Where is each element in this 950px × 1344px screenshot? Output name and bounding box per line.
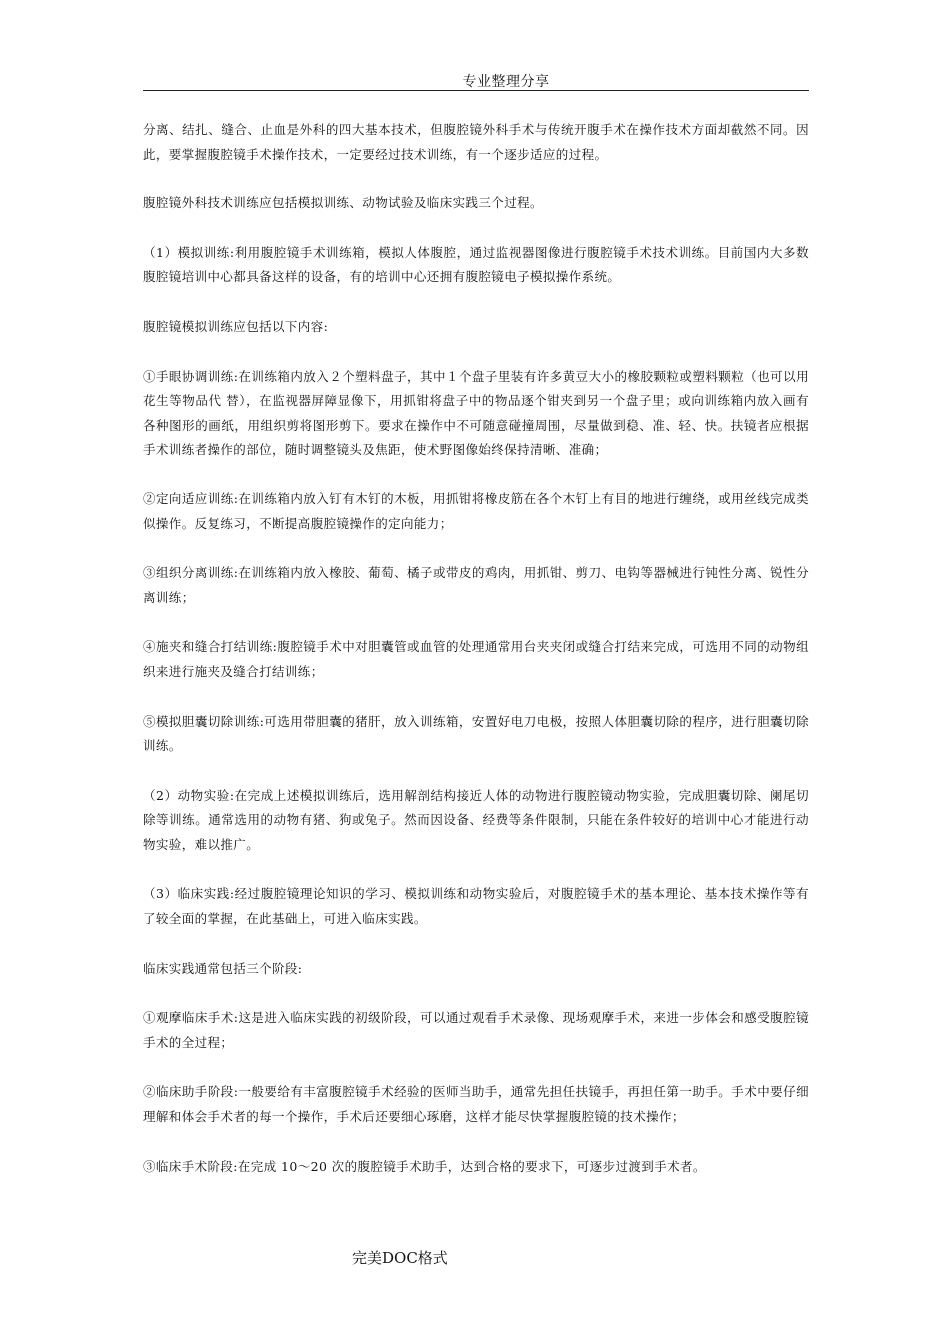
- paragraph-clinical-practice: （3）临床实践:经过腹腔镜理论知识的学习、模拟训练和动物实验后，对腹腔镜手术的基本理论、基本技术操作等有了较全面的掌握，在此基础上，可进入临床实践。: [143, 886, 809, 927]
- paragraph-assistant-stage: ②临床助手阶段:一般要给有丰富腹腔镜手术经验的医师当助手，通常先担任扶镜手，再担任第一助手。手术中要仔细理解和体会手术者的每一个操作，手术后还要细心琢磨，这样才能尽快掌握腹腔镜的技术操作；: [143, 1084, 809, 1125]
- paragraph-overview: 腹腔镜外科技术训练应包括模拟训练、动物试验及临床实践三个过程。: [143, 195, 543, 211]
- paragraph-simulation-contents: 腹腔镜模拟训练应包括以下内容:: [143, 318, 329, 334]
- document-body: [143, 118, 809, 1179]
- page-header: [143, 74, 809, 91]
- paragraph-clip-suture-training: ④施夹和缝合打结训练:腹腔镜手术中对胆囊管或血管的处理通常用台夹夹闭或缝合打结来完成，可选用不同的动物组织来进行施夹及缝合打结训练；: [143, 639, 809, 679]
- paragraph-clinical-stages: 临床实践通常包括三个阶段:: [143, 960, 303, 976]
- paragraph-hand-eye-training: ①手眼协调训练:在训练箱内放入２个塑料盘子，其中１个盘子里装有许多黄豆大小的橡胶颗粒或塑料颗粒（也可以用花生等物品代 替），在监视器屏障显像下，用抓钳将盘子中的物品逐个钳夹到另一个盘子里；或向训练箱内放入画有各种图形的画纸，用组织剪将图形剪下。要求在操作中不可随意碰撞周围，尽量做到稳、准、轻、快。扶镜者应根据手术训练者操作的部位，随时调整镜头及焦距，使术野图像始终保持清晰、准确；: [143, 368, 809, 458]
- header-title: 专业整理分享: [462, 74, 550, 90]
- paragraph-cholecystectomy-training: ⑤模拟胆囊切除训练:可选用带胆囊的猪肝，放入训练箱，安置好电刀电极，按照人体胆囊切除的程序，进行胆囊切除训练。: [143, 713, 809, 754]
- paragraph-animal-experiment: （2）动物实验:在完成上述模拟训练后，选用解剖结构接近人体的动物进行腹腔镜动物实验，完成胆囊切除、阑尾切除等训练。通常选用的动物有猪、狗或兔子。然而因设备、经费等条件限制，只能在条件较好的培训中心才能进行动物实验，难以推广。: [143, 787, 809, 852]
- paragraph-orientation-training: ②定向适应训练:在训练箱内放入钉有木钉的木板，用抓钳将橡皮筋在各个木钉上有目的地进行缠绕，或用丝线完成类似操作。反复练习，不断提高腹腔镜操作的定向能力；: [143, 490, 809, 531]
- paragraph-surgeon-stage: ③临床手术阶段:在完成 10～20 次的腹腔镜手术助手，达到合格的要求下，可逐步过渡到手术者。: [143, 1158, 706, 1174]
- paragraph-tissue-separation-training: ③组织分离训练:在训练箱内放入橡胶、葡萄、橘子或带皮的鸡肉，用抓钳、剪刀、电钩等器械进行钝性分离、锐性分离训练；: [143, 565, 809, 605]
- paragraph-observe-surgery: ①观摩临床手术:这是进入临床实践的初级阶段，可以通过观看手术录像、现场观摩手术，来进一步体会和感受腹腔镜手术的全过程；: [143, 1010, 809, 1050]
- page-footer: 完美DOC格式: [352, 1249, 448, 1267]
- paragraph-intro: 分离、结扎、缝合、止血是外科的四大基本技术，但腹腔镜外科手术与传统开腹手术在操作技术方面却截然不同。因此，要掌握腹腔镜手术操作技术，一定要经过技术训练，有一个逐步适应的过程。: [143, 122, 809, 162]
- paragraph-simulation-training: （1）模拟训练:利用腹腔镜手术训练箱，模拟人体腹腔，通过监视器图像进行腹腔镜手术技术训练。目前国内大多数腹腔镜培训中心都具备这样的设备，有的培训中心还拥有腹腔镜电子模拟操作系统。: [143, 244, 809, 285]
